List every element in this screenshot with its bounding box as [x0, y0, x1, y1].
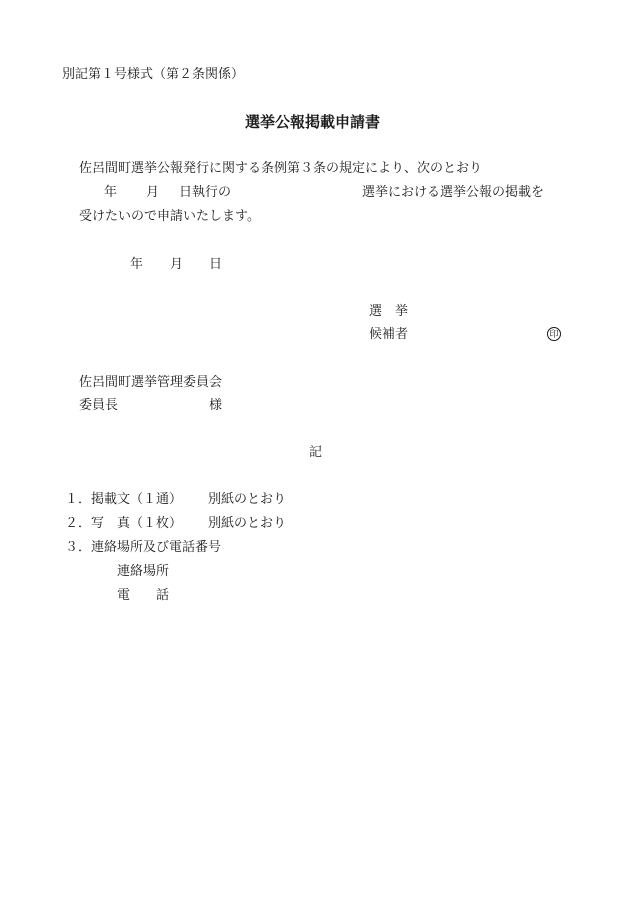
- item-1-value: 別紙のとおり: [208, 492, 287, 507]
- body-line-2-month: 月: [146, 185, 160, 200]
- date-year: 年: [130, 257, 144, 272]
- body-line-1: 佐呂間町選挙公報発行に関する条例第３条の規定により、次のとおり: [79, 161, 483, 176]
- item-2-value: 別紙のとおり: [208, 516, 287, 531]
- contact-place-label: 連絡場所: [117, 564, 170, 579]
- body-line-2-day-exec: 日執行の: [179, 185, 232, 200]
- contact-phone-label: 電 話: [117, 588, 170, 603]
- honorific: 様: [209, 398, 223, 413]
- date-day: 日: [209, 257, 223, 272]
- chair-label: 委員長: [79, 398, 119, 413]
- item-2-label: ２．写 真（１枚）: [65, 516, 183, 531]
- committee-name: 佐呂間町選挙管理委員会: [79, 375, 223, 390]
- body-line-2-rest: 選挙における選挙公報の掲載を: [362, 185, 545, 200]
- item-3-label: ３．連絡場所及び電話番号: [65, 540, 222, 555]
- candidate-label: 候補者: [369, 327, 409, 342]
- body-line-3: 受けたいので申請いたします。: [79, 209, 260, 224]
- form-reference: 別記第１号様式（第２条関係）: [62, 67, 245, 82]
- election-label: 選 挙: [369, 304, 409, 319]
- date-month: 月: [170, 257, 184, 272]
- item-1-label: １．掲載文（１通）: [65, 492, 183, 507]
- document-title: 選挙公報掲載申請書: [245, 113, 381, 131]
- ki-heading: 記: [309, 445, 323, 460]
- seal-icon: 印: [547, 327, 561, 341]
- body-line-2-year: 年: [104, 185, 118, 200]
